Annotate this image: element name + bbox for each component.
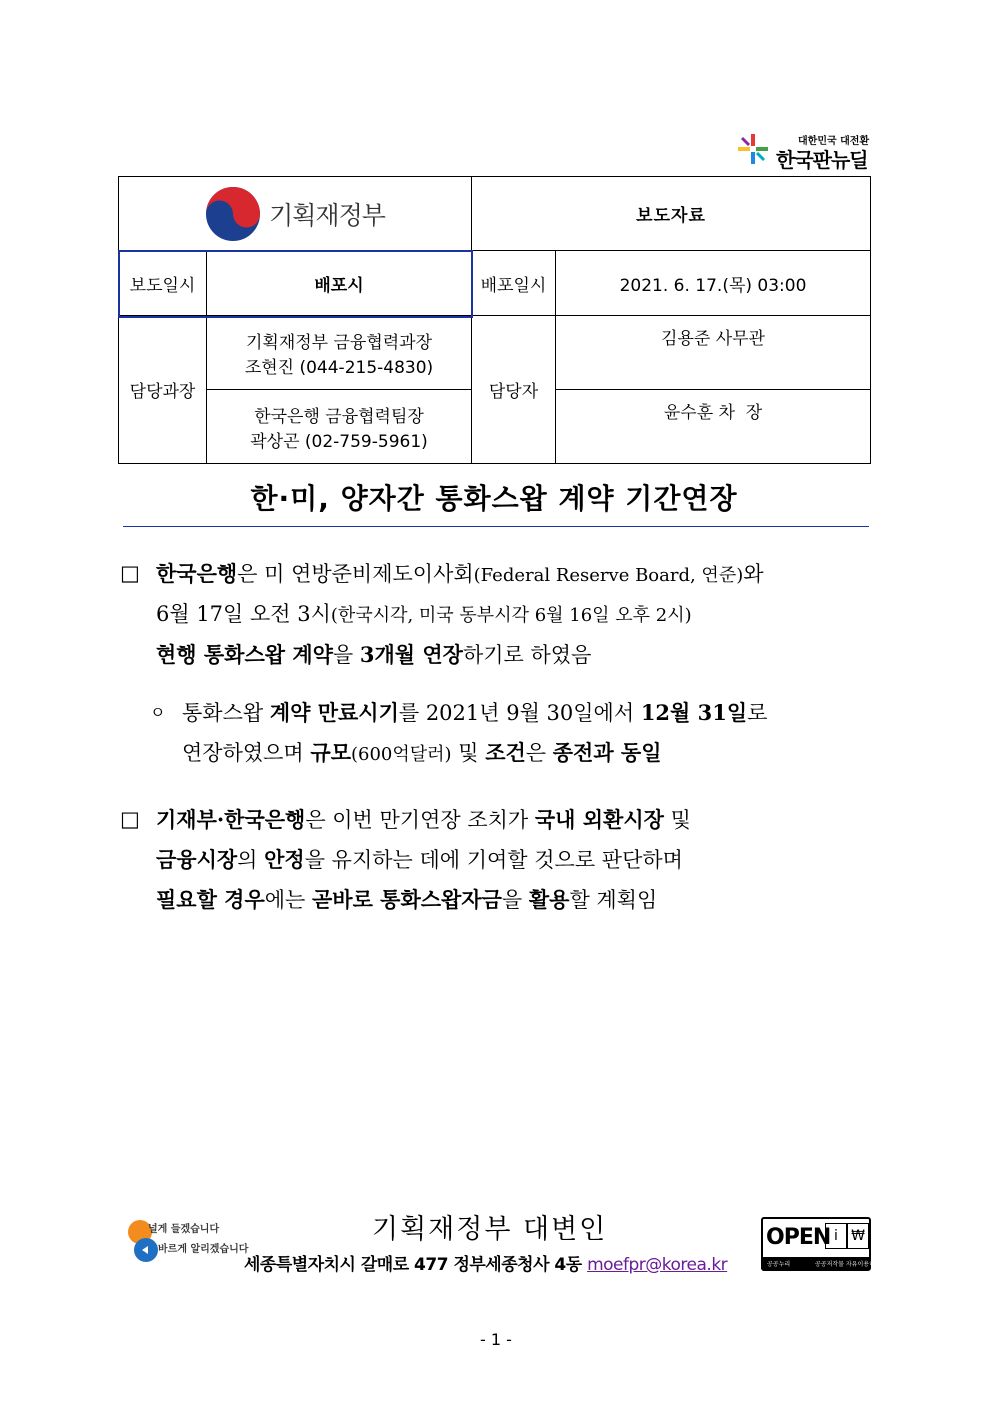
- doc-type-title: 보도자료: [472, 177, 871, 251]
- text-bold: 기재부·한국은행: [156, 807, 306, 832]
- kogl-open-logo: [761, 1217, 881, 1271]
- text: 를 2021년 9월 30일에서: [398, 701, 641, 725]
- attribution-icon: i: [825, 1223, 847, 1249]
- release-highlight-box: [118, 250, 473, 318]
- taegeuk-emblem-icon: [205, 186, 261, 242]
- paragraph-2-line-1: [150, 693, 873, 733]
- press-release-header-table: [118, 176, 871, 464]
- paragraph-3: [120, 800, 873, 920]
- department-1-line2: 조현진 (044-215-4830): [244, 357, 434, 378]
- paragraph-1-line-2: [156, 595, 873, 635]
- text-bold: 계약 만료시기: [269, 700, 399, 725]
- text-small: (Federal Reserve Board, 연준): [473, 565, 744, 586]
- slogan-line-2: 바르게 알리겠습니다: [158, 1244, 249, 1255]
- text-bold: 규모: [310, 740, 351, 765]
- paragraph-3-line-1: [120, 800, 873, 840]
- text: 통화스왑: [182, 701, 270, 725]
- green-new-deal-title: 한국판뉴딜: [776, 148, 868, 172]
- person-label: 담당자: [472, 316, 556, 464]
- paragraph-1: [120, 554, 873, 675]
- checkbox-bullet: □: [120, 807, 140, 831]
- text: 의: [237, 848, 265, 872]
- email-link[interactable]: moefpr@korea.kr: [587, 1255, 728, 1275]
- green-new-deal-logo: [736, 130, 872, 172]
- department-contact-2: [207, 390, 472, 464]
- ministry-logo-cell: [119, 177, 472, 251]
- text-small: (한국시각, 미국 동부시각 6월 16일 오후 2시): [330, 605, 692, 626]
- open-logo-strip: [763, 1257, 881, 1269]
- text: 을: [501, 888, 529, 912]
- person-2: 윤수훈 차 장: [556, 390, 871, 464]
- circle-bullet: ㅇ: [150, 703, 166, 722]
- paragraph-3-line-2: [156, 840, 873, 880]
- release-label: 보도일시: [119, 251, 207, 316]
- department-contact-1: [207, 316, 472, 390]
- text: 할 계획임: [569, 888, 658, 912]
- green-new-deal-star-icon: [736, 132, 770, 166]
- checkbox-bullet: □: [120, 561, 140, 585]
- paragraph-1-line-3: [156, 635, 873, 675]
- text: 은 이번 만기연장 조치가: [305, 808, 535, 832]
- text: 을: [332, 643, 360, 667]
- slogan-line-1: 널게 들겠습니다: [148, 1224, 220, 1235]
- page-number: - 1 -: [480, 1330, 512, 1349]
- paragraph-2-line-2: [182, 733, 873, 774]
- text-bold: 안정: [264, 847, 305, 872]
- text: 은 미 연방준비제도이사회: [237, 562, 474, 586]
- paragraph-1-line-1: [120, 554, 873, 595]
- open-strip-left: 공공누리: [767, 1261, 791, 1268]
- paragraph-2: [150, 693, 873, 774]
- green-new-deal-subtitle: 대한민국 대전환: [798, 136, 870, 147]
- department-2-line2: 곽상곤 (02-759-5961): [250, 431, 428, 452]
- open-text: OPEN: [766, 1225, 831, 1250]
- spokesperson-slogan-logo: [128, 1218, 249, 1266]
- text: 연장하였으며: [182, 741, 311, 765]
- text: 은: [525, 741, 553, 765]
- text-bold: 12월 31일: [640, 700, 748, 725]
- ministry-name: 기획재정부: [269, 200, 385, 230]
- text: 6월 17일 오전 3시: [156, 602, 331, 626]
- text: 로: [747, 701, 768, 725]
- text: 및: [451, 741, 486, 765]
- text-bold: 3개월 연장: [359, 642, 463, 667]
- footer-address: [244, 1250, 727, 1275]
- text-bold: 활용: [528, 887, 570, 912]
- text-bold: 금융시장: [156, 847, 238, 872]
- text-bold: 필요할 경우: [156, 887, 265, 912]
- text-bold: 한국은행: [156, 561, 238, 586]
- department-2-line1: 한국은행 금융협력팀장: [254, 406, 424, 427]
- open-strip-right: 공공저작물 자유이용허락: [815, 1261, 881, 1268]
- paragraph-3-line-3: [156, 880, 873, 920]
- text-bold: 국내 외환시장: [534, 807, 664, 832]
- address-text: 세종특별자치시 갈매로 477 정부세종청사 4동: [244, 1255, 582, 1275]
- headline-divider: [123, 526, 869, 527]
- distribution-label: 배포일시: [472, 251, 556, 316]
- text: 을 유지하는 데에 기여할 것으로 판단하며: [304, 848, 683, 872]
- text: 와: [743, 562, 764, 586]
- text: 및: [663, 808, 691, 832]
- department-label: 담당과장: [119, 316, 207, 464]
- text: 에는: [264, 888, 312, 912]
- text-bold: 종전과 동일: [552, 740, 662, 765]
- release-value: 배포시: [207, 251, 472, 316]
- text-small: (600억달러): [350, 744, 452, 765]
- text: 하기로 하였음: [462, 643, 592, 667]
- distribution-value: 2021. 6. 17.(목) 03:00: [556, 251, 871, 316]
- person-1: 김용준 사무관: [556, 316, 871, 390]
- footer-title: 기획재정부 대변인: [372, 1214, 608, 1245]
- headline: 한·미, 양자간 통화스왑 계약 기간연장: [250, 482, 738, 515]
- text-bold: 곧바로 통화스왑자금: [312, 887, 502, 912]
- commercial-use-icon: ₩: [847, 1223, 869, 1249]
- text-bold: 조건: [485, 740, 526, 765]
- text-bold: 현행 통화스왑 계약: [156, 642, 333, 667]
- department-1-line1: 기획재정부 금융협력과장: [245, 332, 433, 353]
